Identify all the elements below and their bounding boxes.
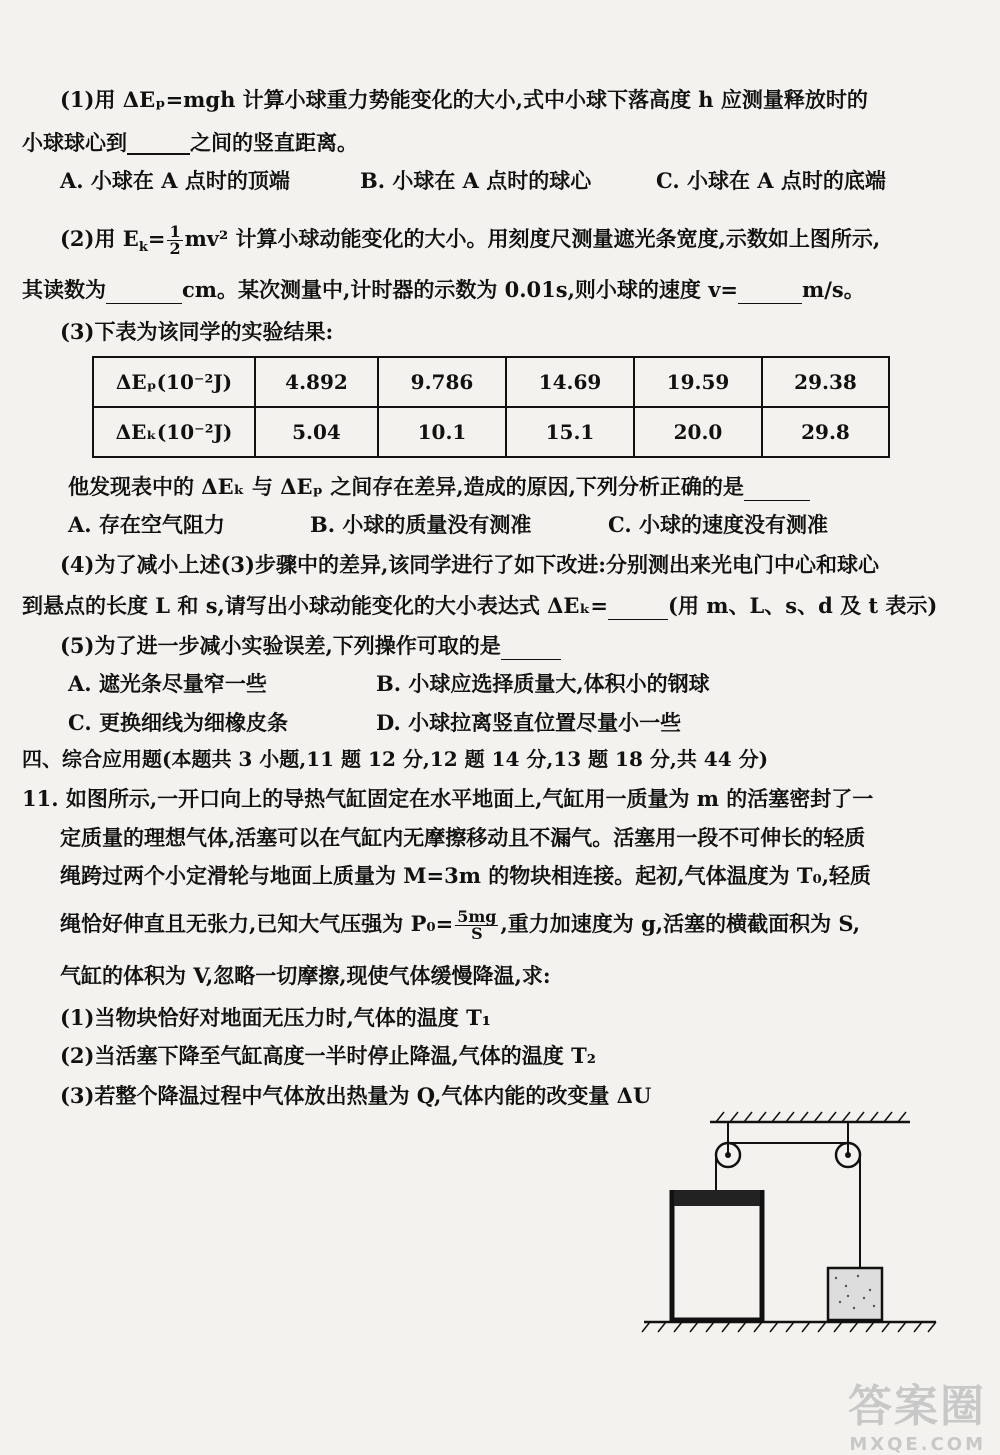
q2-line1: (2)用 $E_k=$ $\frac{1}{2}$ mv² 计算小球动能变化的大小。用刻度尺测量遮光条宽度,示数如上图所示, bbox=[60, 222, 881, 258]
table-cell: 20.0 bbox=[634, 407, 762, 457]
q3-intro: (3)下表为该同学的实验结果: bbox=[60, 319, 334, 344]
q5-option-c: C. 更换细线为细橡皮条 bbox=[68, 710, 288, 735]
q2-reading-blank[interactable] bbox=[106, 281, 182, 304]
table-label-cell: ΔEₖ(10⁻²J) bbox=[93, 407, 255, 457]
results-table bbox=[92, 356, 890, 458]
q11-subq2: (2)当活塞下降至气缸高度一半时停止降温,气体的温度 T₂ bbox=[60, 1043, 596, 1068]
q2-line2: 其读数为 cm。某次测量中,计时器的示数为 0.01s,则小球的速度 v= m/s。 bbox=[22, 277, 865, 302]
table-cell: 14.69 bbox=[506, 357, 634, 407]
q1-line1: (1)用 ΔEₚ=mgh 计算小球重力势能变化的大小,式中小球下落高度 h 应测量释放时的 bbox=[60, 87, 868, 112]
piston bbox=[674, 1190, 760, 1206]
q3-answer-blank[interactable] bbox=[744, 478, 810, 501]
q4-line1: (4)为了减小上述(3)步骤中的差异,该同学进行了如下改进:分别测出来光电门中心和球心 bbox=[60, 552, 880, 577]
q3-option-a: A. 存在空气阻力 bbox=[68, 512, 225, 537]
q4-line2: 到悬点的长度 L 和 s,请写出小球动能变化的大小表达式 ΔEₖ= (用 m、L、s、d 及 t 表示) bbox=[22, 593, 938, 618]
q3-option-b: B. 小球的质量没有测准 bbox=[310, 512, 532, 537]
q11-line3: 绳跨过两个小定滑轮与地面上质量为 M=3m 的物块相连接。起初,气体温度为 T₀,轻质 bbox=[60, 863, 872, 888]
q3-question: 他发现表中的 ΔEₖ 与 ΔEₚ 之间存在差异,造成的原因,下列分析正确的是 bbox=[68, 473, 810, 501]
watermark-logo: 答案圈 MXQE.COM bbox=[848, 1381, 986, 1455]
table-cell: 29.38 bbox=[762, 357, 889, 407]
q11-pressure-fraction: $\frac{5mg}{S}$ bbox=[457, 907, 497, 943]
weight-block bbox=[828, 1268, 882, 1320]
q11-line1: 11. 如图所示,一开口向上的导热气缸固定在水平地面上,气缸用一质量为 m 的活塞密封了一 bbox=[22, 786, 874, 811]
q1-line2: 小球球心到______之间的竖直距离。 bbox=[22, 130, 358, 155]
table-cell: 15.1 bbox=[506, 407, 634, 457]
q4-expression-blank[interactable] bbox=[608, 597, 668, 620]
table-cell: 10.1 bbox=[378, 407, 506, 457]
q11-line5: 气缸的体积为 V,忽略一切摩擦,现使气体缓慢降温,求: bbox=[60, 963, 551, 988]
q11-line2: 定质量的理想气体,活塞可以在气缸内无摩擦移动且不漏气。活塞用一段不可伸长的轻质 bbox=[60, 825, 866, 850]
ceiling-hatch bbox=[716, 1112, 906, 1122]
table-cell: 9.786 bbox=[378, 357, 506, 407]
q1-option-b: B. 小球在 A 点时的球心 bbox=[360, 168, 592, 193]
section4-heading: 四、综合应用题(本题共 3 小题,11 题 12 分,12 题 14 分,13 题 18 分,共 44 分) bbox=[22, 747, 769, 771]
q11-line4: 绳恰好伸直且无张力,已知大气压强为 P₀= $\frac{5mg}{S}$ ,重力加速度为 g,活塞的横截面积为 S, bbox=[60, 907, 861, 943]
cylinder-pulley-diagram bbox=[630, 1110, 950, 1350]
q5-option-d: D. 小球拉离竖直位置尽量小一些 bbox=[376, 710, 682, 735]
table-label-cell: ΔEₚ(10⁻²J) bbox=[93, 357, 255, 407]
table-cell: 4.892 bbox=[255, 357, 378, 407]
q1-option-c: C. 小球在 A 点时的底端 bbox=[656, 168, 886, 193]
q3-option-c: C. 小球的速度没有测准 bbox=[608, 512, 828, 537]
q5-option-b: B. 小球应选择质量大,体积小的钢球 bbox=[376, 671, 710, 696]
q5-option-a: A. 遮光条尽量窄一些 bbox=[68, 671, 267, 696]
q11-subq3: (3)若整个降温过程中气体放出热量为 Q,气体内能的改变量 ΔU bbox=[60, 1083, 652, 1108]
q1-option-a: A. 小球在 A 点时的顶端 bbox=[60, 168, 290, 193]
table-row bbox=[93, 357, 889, 407]
q5-line1: (5)为了进一步减小实验误差,下列操作可取的是 bbox=[60, 632, 561, 660]
table-cell: 19.59 bbox=[634, 357, 762, 407]
q2-fraction: $\frac{1}{2}$ bbox=[169, 222, 181, 258]
q11-subq1: (1)当物块恰好对地面无压力时,气体的温度 T₁ bbox=[60, 1005, 491, 1030]
q2-speed-blank[interactable] bbox=[738, 281, 802, 304]
q5-answer-blank[interactable] bbox=[501, 637, 561, 660]
ground-hatch bbox=[642, 1322, 936, 1332]
table-cell: 5.04 bbox=[255, 407, 378, 457]
gas-cylinder bbox=[672, 1190, 762, 1320]
table-cell: 29.8 bbox=[762, 407, 889, 457]
table-row bbox=[93, 407, 889, 457]
